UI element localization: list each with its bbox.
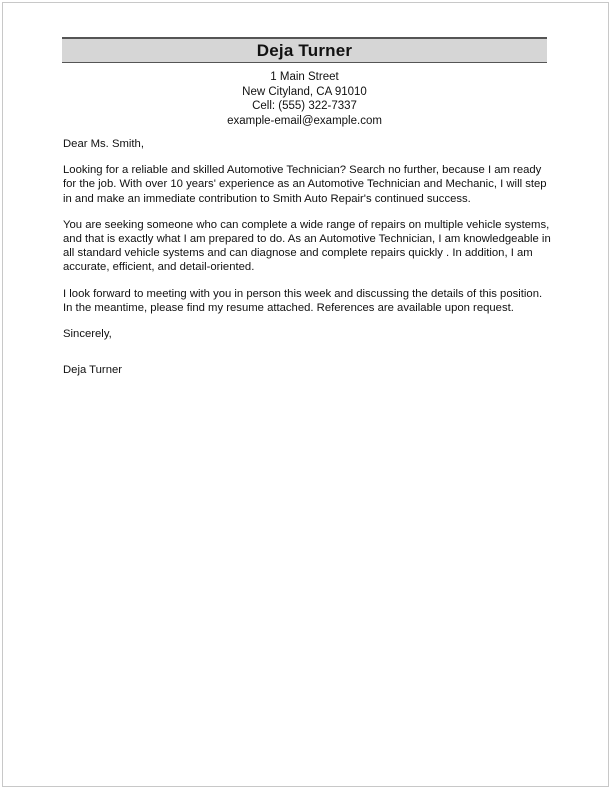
name-header-bar [62, 37, 547, 63]
paragraph-closing: I look forward to meeting with you in person this week and discussing the details of this position. In the meantime, please find my resume attached. References are available upon request. [63, 287, 543, 314]
contact-street: 1 Main Street [270, 71, 339, 83]
contact-city: New Cityland, CA 91010 [242, 85, 367, 98]
signature: Deja Turner [63, 364, 123, 377]
contact-email: example-email@example.com [227, 114, 382, 127]
salutation: Dear Ms. Smith, [63, 138, 144, 150]
paragraph-qualifications: You are seeking someone who can complete a wide range of repairs on multiple vehicle systems, and that is exactly what I am prepared to do. As an Automotive Technician, I am knowledgeable in all standard vehicle systems and can diagnose and complete repairs quickly . In addition, I am accurate, efficient, and detail-oriented. [63, 218, 551, 274]
contact-block [62, 70, 547, 128]
paragraph-intro: Looking for a reliable and skilled Automotive Technician? Search no further, because I am ready for the job. With over 10 years' experience as an Automotive Technician and Mechanic, I will step in and make an immediate contribution to Smith Auto Repair's continued success. [63, 164, 547, 205]
closing: Sincerely, [63, 328, 112, 341]
contact-phone: Cell: (555) 322-7337 [252, 100, 357, 112]
letter-body [63, 137, 553, 377]
applicant-name: Deja Turner [256, 40, 353, 60]
